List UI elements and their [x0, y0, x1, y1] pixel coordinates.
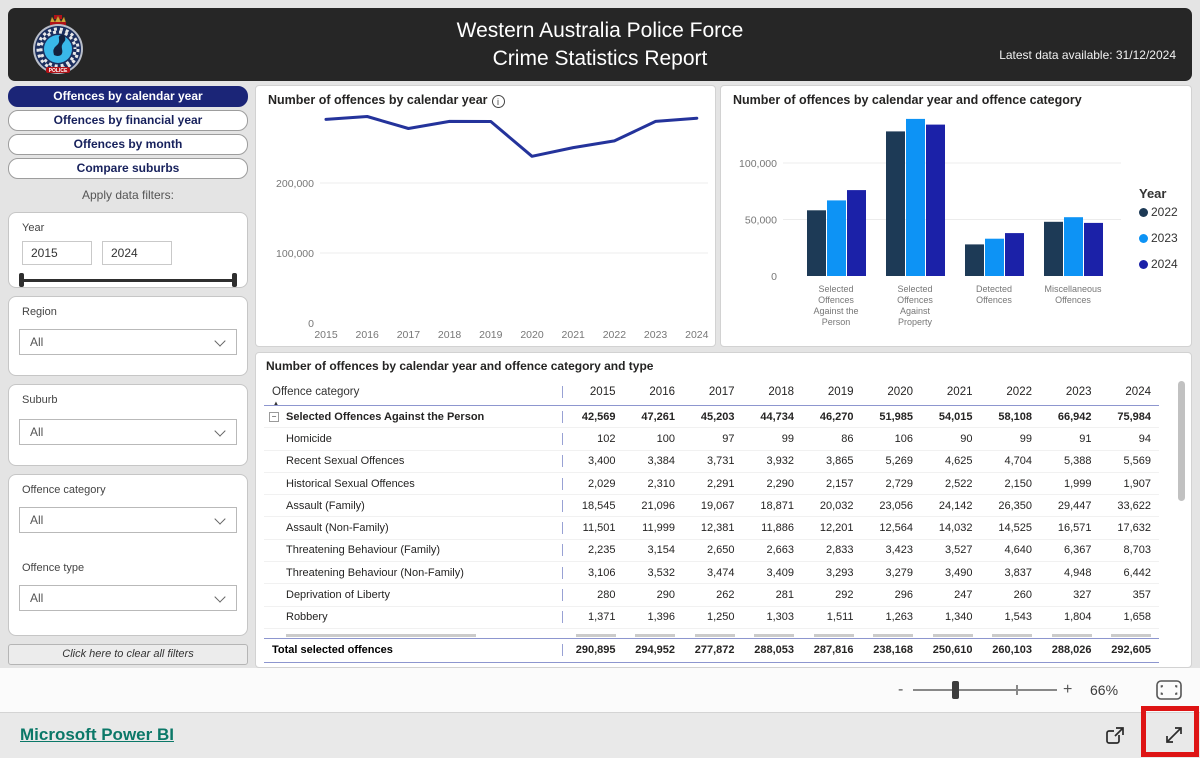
table-row-clipped [264, 629, 1159, 638]
svg-text:2024: 2024 [685, 329, 709, 341]
cell-value: 1,303 [766, 611, 794, 624]
row-label: Assault (Non-Family) [286, 522, 389, 535]
table-row[interactable] [264, 562, 1159, 584]
bar-2022-cat3[interactable] [1044, 222, 1063, 276]
filter-sidebar [8, 86, 248, 665]
chevron-down-icon [214, 425, 225, 436]
svg-text:Offences: Offences [976, 295, 1012, 305]
svg-text:2021: 2021 [561, 329, 585, 341]
offence-table [264, 379, 1159, 663]
table-row[interactable] [264, 584, 1159, 606]
cell-value: 1,340 [944, 611, 973, 624]
bar-2022-cat1[interactable] [886, 131, 905, 276]
table-row[interactable] [264, 428, 1159, 450]
cell-value: 287,816 [813, 644, 854, 657]
cell-value: 106 [894, 432, 913, 445]
row-label: Threatening Behaviour (Non-Family) [286, 566, 464, 579]
cell-value: 262 [716, 589, 735, 602]
cell-value: 24,142 [938, 499, 973, 512]
cell-value: 14,525 [998, 522, 1032, 535]
legend-label: 2024 [1151, 257, 1178, 271]
column-header-year[interactable]: 2023 [1065, 386, 1092, 398]
cell-value: 33,622 [1117, 499, 1151, 512]
svg-text:Property: Property [897, 317, 933, 327]
column-header-offence-category[interactable]: Offence category ▲ [272, 386, 360, 407]
cell-value: 3,731 [706, 455, 735, 468]
cell-value: 100 [656, 432, 675, 445]
cell-value: 3,865 [825, 455, 854, 468]
row-label: Total selected offences [272, 644, 393, 657]
cell-value: 327 [1073, 589, 1092, 602]
cell-value: 296 [894, 589, 913, 602]
cell-value: 3,384 [647, 455, 675, 468]
cell-value: 97 [722, 432, 735, 445]
cell-value: 45,203 [700, 410, 735, 423]
cell-value: 19,067 [700, 499, 735, 512]
chevron-down-icon [214, 513, 225, 524]
cell-value: 4,640 [1004, 544, 1032, 557]
svg-text:0: 0 [308, 318, 314, 330]
bar-chart[interactable] [721, 110, 1133, 346]
offence-filters-card [8, 474, 248, 636]
table-row[interactable] [264, 607, 1159, 629]
bar-chart-panel [720, 85, 1192, 347]
cell-value: 94 [1138, 432, 1151, 445]
legend-dot [1139, 208, 1148, 217]
expand-fullscreen-icon[interactable] [1163, 724, 1185, 751]
year-range-slider[interactable] [19, 273, 237, 287]
cell-value: 1,511 [826, 611, 854, 624]
cell-value: 4,625 [944, 455, 973, 468]
report-title-line1: Western Australia Police Force [456, 19, 744, 42]
line-chart-panel [255, 85, 716, 347]
svg-text:100,000: 100,000 [739, 158, 777, 170]
offence-category-dropdown[interactable] [19, 507, 237, 533]
svg-text:2018: 2018 [437, 329, 462, 341]
svg-text:50,000: 50,000 [744, 214, 777, 227]
bar-2022-cat2[interactable] [965, 244, 984, 276]
region-filter-label: Region [22, 306, 57, 318]
cell-value: 46,270 [819, 410, 854, 423]
cell-value: 11,501 [562, 522, 622, 534]
cell-value: 54,015 [938, 410, 973, 423]
cell-value: 47,261 [641, 410, 675, 423]
cell-value: 3,400 [562, 455, 622, 467]
cell-value: 1,804 [1063, 611, 1092, 624]
cell-value: 1,907 [1123, 477, 1151, 490]
zoom-slider-thumb[interactable] [952, 681, 959, 699]
cell-value: 17,632 [1117, 522, 1151, 535]
svg-text:Offences: Offences [897, 295, 933, 305]
bar-2024-cat1[interactable] [926, 125, 945, 276]
cell-value: 1,543 [1004, 611, 1032, 624]
svg-text:Against the: Against the [813, 306, 859, 316]
row-label: Recent Sexual Offences [286, 455, 405, 468]
line-chart[interactable] [256, 110, 715, 346]
cell-value: 3,932 [766, 455, 794, 468]
zoom-out-button[interactable]: - [898, 681, 904, 698]
cell-value: 290,895 [562, 644, 622, 656]
cell-value: 3,837 [1004, 566, 1032, 579]
cell-value: 6,367 [1063, 544, 1092, 557]
chevron-down-icon [214, 591, 225, 602]
cell-value: 2,235 [562, 544, 622, 556]
sidebar-item-compare-suburbs[interactable]: Compare suburbs [8, 158, 248, 179]
legend-dot [1139, 260, 1148, 269]
svg-text:2020: 2020 [520, 329, 544, 341]
cell-value: 11,999 [642, 522, 675, 535]
legend-title: Year [1139, 186, 1167, 201]
cell-value: 3,279 [885, 566, 913, 579]
cell-value: 29,447 [1057, 499, 1092, 512]
svg-text:0: 0 [771, 271, 777, 283]
cell-value: 2,290 [766, 477, 794, 490]
column-header-year[interactable]: 2024 [1125, 386, 1151, 398]
cell-value: 3,154 [647, 544, 675, 557]
offence-type-filter-label: Offence type [22, 562, 85, 574]
svg-text:2022: 2022 [602, 329, 627, 341]
svg-text:2023: 2023 [643, 329, 668, 341]
cell-value: 4,948 [1063, 566, 1092, 579]
svg-text:2016: 2016 [355, 329, 379, 341]
row-label: Historical Sexual Offences [286, 477, 415, 490]
cell-value: 91 [1079, 432, 1092, 445]
table-row[interactable] [264, 473, 1159, 495]
legend-dot [1139, 234, 1148, 243]
year-filter-card [8, 212, 248, 288]
cell-value: 3,409 [766, 566, 794, 579]
year-min-input[interactable] [22, 241, 92, 265]
cell-value: 247 [954, 589, 973, 602]
suburb-dropdown-value: All [30, 425, 44, 439]
chevron-down-icon [214, 335, 225, 346]
cell-value: 3,527 [944, 544, 973, 557]
cell-value: 3,106 [562, 567, 622, 579]
zoom-slider-tick [1016, 685, 1018, 695]
svg-text:Offences: Offences [1055, 295, 1091, 305]
year-filter-label: Year [22, 222, 45, 234]
table-row[interactable] [264, 406, 1159, 428]
cell-value: 12,201 [819, 522, 854, 535]
svg-text:Selected: Selected [818, 284, 854, 294]
svg-text:Against: Against [899, 306, 931, 316]
offence-table-panel [255, 352, 1192, 668]
svg-text:2017: 2017 [396, 329, 421, 341]
cell-value: 66,942 [1057, 410, 1092, 423]
cell-value: 260,103 [992, 644, 1032, 657]
cell-value: 288,026 [1051, 644, 1092, 657]
cell-value: 5,388 [1063, 455, 1092, 468]
svg-text:Offences: Offences [818, 295, 854, 305]
year-max-input[interactable] [102, 241, 172, 265]
cell-value: 2,663 [766, 544, 794, 557]
slider-handle-max[interactable] [232, 273, 237, 287]
report-title-line2: Crime Statistics Report [492, 47, 708, 70]
cell-value: 18,871 [760, 499, 794, 512]
column-header-year[interactable]: 2015 [562, 386, 622, 398]
bar-chart-legend [1139, 186, 1178, 283]
cell-value: 12,564 [879, 522, 913, 535]
cell-value: 2,833 [825, 544, 854, 557]
cell-value: 1,658 [1123, 611, 1151, 624]
bar-2023-cat1[interactable] [906, 119, 925, 276]
cell-value: 290 [656, 589, 675, 602]
cell-value: 51,985 [879, 410, 913, 423]
offence-type-dropdown[interactable] [19, 585, 237, 611]
suburb-filter-label: Suburb [22, 394, 58, 406]
offence-category-filter-label: Offence category [22, 484, 106, 496]
cell-value: 44,734 [760, 410, 794, 423]
powerbi-footer [0, 712, 1200, 758]
bar-2023-cat3[interactable] [1064, 217, 1083, 276]
table-row[interactable] [264, 451, 1159, 473]
cell-value: 2,522 [944, 477, 973, 490]
collapse-icon[interactable]: − [269, 412, 279, 422]
svg-text:2019: 2019 [479, 329, 503, 341]
legend-item-2024[interactable] [1139, 257, 1178, 271]
cell-value: 3,423 [885, 544, 913, 557]
svg-text:2015: 2015 [314, 329, 338, 341]
cell-value: 5,569 [1123, 455, 1151, 468]
sidebar-item-offences-by-calendar-year[interactable]: Offences by calendar year [8, 86, 248, 107]
slider-handle-min[interactable] [19, 273, 24, 287]
share-icon[interactable] [1103, 724, 1127, 753]
report-header [8, 8, 1192, 81]
cell-value: 21,096 [641, 499, 675, 512]
column-header-year[interactable]: 2019 [827, 386, 854, 398]
cell-value: 99 [1019, 432, 1032, 445]
column-header-year[interactable]: 2018 [768, 386, 794, 398]
cell-value: 102 [562, 433, 622, 445]
column-header-year[interactable]: 2021 [946, 386, 973, 398]
cell-value: 99 [781, 432, 794, 445]
apply-filters-heading: Apply data filters: [81, 188, 175, 202]
svg-text:Detected: Detected [975, 284, 1013, 294]
row-label: − Selected Offences Against the Person [264, 411, 562, 423]
cell-value: 280 [562, 589, 622, 601]
offence-category-dropdown-value: All [30, 513, 44, 527]
report-nav [8, 86, 248, 179]
bar-2022-cat0[interactable] [807, 210, 826, 276]
cell-value: 23,056 [879, 499, 913, 512]
cell-value: 2,157 [825, 477, 854, 490]
cell-value: 2,729 [885, 477, 913, 490]
slider-track[interactable] [21, 279, 235, 282]
cell-value: 11,886 [761, 522, 794, 535]
legend-label: 2022 [1151, 205, 1178, 219]
column-header-year[interactable]: 2016 [649, 386, 675, 398]
cell-value: 3,474 [706, 566, 735, 579]
cell-value: 6,442 [1123, 566, 1151, 579]
cell-value: 1,250 [706, 611, 735, 624]
column-header-year[interactable]: 2017 [708, 386, 735, 398]
region-filter-card [8, 296, 248, 376]
zoom-controls-bar [0, 668, 1200, 712]
svg-text:Selected: Selected [897, 284, 933, 294]
bar-2023-cat0[interactable] [827, 200, 846, 276]
cell-value: 5,269 [885, 455, 913, 468]
cell-value: 1,396 [647, 611, 675, 624]
cell-value: 292 [835, 589, 854, 602]
table-header-row [264, 379, 1159, 406]
region-dropdown[interactable] [19, 329, 237, 355]
bar-2024-cat3[interactable] [1084, 223, 1103, 276]
cell-value: 2,029 [562, 478, 622, 490]
cell-value: 292,605 [1111, 644, 1151, 657]
table-row[interactable] [264, 495, 1159, 517]
svg-text:Person: Person [821, 317, 851, 327]
fit-to-page-icon[interactable] [1155, 668, 1183, 712]
suburb-filter-card [8, 384, 248, 466]
cell-value: 238,168 [873, 644, 913, 657]
cell-value: 86 [841, 432, 854, 445]
cell-value: 3,490 [944, 566, 973, 579]
bar-chart-title: Number of offences by calendar year and offence category [733, 93, 1082, 107]
cell-value: 2,310 [647, 477, 675, 490]
cell-value: 288,053 [754, 644, 794, 657]
suburb-dropdown[interactable] [19, 419, 237, 445]
cell-value: 20,032 [819, 499, 854, 512]
cell-value: 1,263 [885, 611, 913, 624]
row-label: Deprivation of Liberty [286, 589, 390, 602]
legend-item-2023[interactable] [1139, 231, 1178, 245]
info-icon[interactable]: i [492, 95, 505, 108]
column-header-year[interactable]: 2020 [887, 386, 913, 398]
row-label: Threatening Behaviour (Family) [286, 544, 441, 557]
cell-value: 3,293 [825, 566, 854, 579]
legend-item-2022[interactable] [1139, 205, 1178, 219]
table-row[interactable] [264, 517, 1159, 539]
cell-value: 42,569 [562, 411, 622, 423]
row-label: Homicide [286, 432, 332, 445]
cell-value: 26,350 [998, 499, 1032, 512]
table-title: Number of offences by calendar year and offence category and type [266, 359, 654, 373]
cell-value: 4,704 [1004, 455, 1032, 468]
zoom-in-button[interactable]: + [1063, 681, 1073, 698]
cell-value: 14,032 [938, 522, 973, 535]
svg-text:200,000: 200,000 [276, 178, 314, 190]
microsoft-powerbi-link[interactable]: Microsoft Power BI [20, 725, 174, 744]
cell-value: 90 [960, 432, 973, 445]
region-dropdown-value: All [30, 335, 44, 349]
latest-data-label: Latest data available: 31/12/2024 [999, 48, 1176, 62]
svg-text:100,000: 100,000 [276, 248, 314, 260]
table-row[interactable] [264, 540, 1159, 562]
sidebar-item-offences-by-month[interactable]: Offences by month [8, 134, 248, 155]
cell-value: 277,872 [694, 644, 735, 657]
line-chart-title: Number of offences by calendar year i [268, 93, 505, 108]
offence-type-dropdown-value: All [30, 591, 44, 605]
row-label: Assault (Family) [286, 499, 365, 512]
cell-value: 16,571 [1057, 522, 1092, 535]
table-vertical-scrollbar[interactable] [1178, 381, 1185, 501]
clear-filters-button[interactable]: Click here to clear all filters [8, 644, 248, 665]
cell-value: 357 [1132, 589, 1151, 602]
column-header-year[interactable]: 2022 [1006, 386, 1032, 398]
cell-value: 1,371 [562, 611, 622, 623]
table-row[interactable] [264, 638, 1159, 663]
sort-ascending-icon: ▲ [273, 401, 279, 407]
row-label: Robbery [286, 611, 328, 624]
cell-value: 250,610 [932, 644, 973, 657]
cell-value: 3,532 [647, 566, 675, 579]
cell-value: 2,150 [1004, 477, 1032, 490]
cell-value: 12,381 [700, 522, 735, 535]
sidebar-item-offences-by-financial-year[interactable]: Offences by financial year [8, 110, 248, 131]
cell-value: 8,703 [1123, 544, 1151, 557]
bar-2023-cat2[interactable] [985, 239, 1004, 276]
zoom-level-label: 66% [1090, 682, 1119, 698]
cell-value: 58,108 [998, 410, 1032, 423]
bar-2024-cat0[interactable] [847, 190, 866, 276]
cell-value: 2,650 [706, 544, 735, 557]
zoom-slider-track[interactable] [913, 689, 1057, 691]
svg-text:POLICE: POLICE [48, 68, 68, 74]
cell-value: 2,291 [706, 477, 735, 490]
svg-text:Miscellaneous: Miscellaneous [1044, 284, 1102, 294]
cell-value: 18,545 [562, 500, 622, 512]
cell-value: 294,952 [635, 644, 675, 657]
bar-2024-cat2[interactable] [1005, 233, 1024, 276]
cell-value: 281 [775, 589, 794, 602]
legend-label: 2023 [1151, 231, 1178, 245]
cell-value: 75,984 [1117, 410, 1151, 423]
cell-value: 260 [1013, 589, 1032, 602]
cell-value: 1,999 [1063, 477, 1092, 490]
